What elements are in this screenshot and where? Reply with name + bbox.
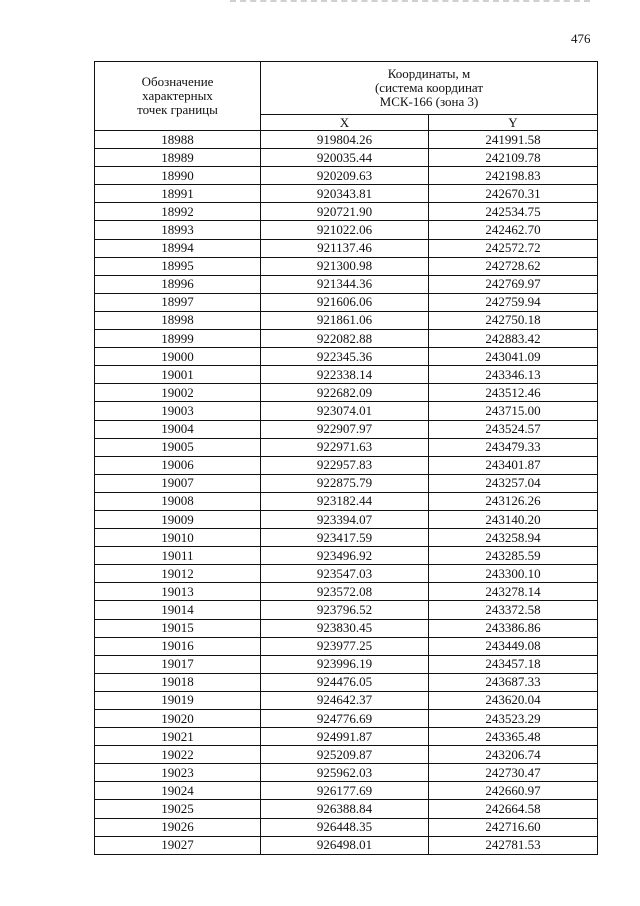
y-coordinate-cell: 242769.97 <box>429 275 598 293</box>
point-id-cell: 19025 <box>95 800 261 818</box>
x-coordinate-cell: 920035.44 <box>261 149 429 167</box>
y-coordinate-cell: 242660.97 <box>429 782 598 800</box>
table-row <box>95 510 598 528</box>
x-coordinate-cell: 923496.92 <box>261 547 429 565</box>
table-row <box>95 438 598 456</box>
table-row <box>95 691 598 709</box>
point-id-cell: 18994 <box>95 239 261 257</box>
point-id-cell: 19016 <box>95 637 261 655</box>
table-row <box>95 710 598 728</box>
x-coordinate-cell: 925209.87 <box>261 746 429 764</box>
point-id-cell: 18996 <box>95 275 261 293</box>
boundary-points-table <box>94 61 598 855</box>
point-id-cell: 19006 <box>95 456 261 474</box>
y-coordinate-cell: 243715.00 <box>429 402 598 420</box>
y-coordinate-cell: 243278.14 <box>429 583 598 601</box>
point-id-cell: 19008 <box>95 492 261 510</box>
y-coordinate-cell: 242462.70 <box>429 221 598 239</box>
page-number: 476 <box>571 31 591 46</box>
y-coordinate-cell: 243449.08 <box>429 637 598 655</box>
header-point-line: точек границы <box>137 102 218 117</box>
table-row <box>95 583 598 601</box>
table-row <box>95 330 598 348</box>
table-row <box>95 601 598 619</box>
point-id-cell: 19018 <box>95 673 261 691</box>
x-coordinate-cell: 922875.79 <box>261 474 429 492</box>
table-row <box>95 420 598 438</box>
y-coordinate-cell: 243140.20 <box>429 510 598 528</box>
x-coordinate-cell: 926388.84 <box>261 800 429 818</box>
table-row <box>95 203 598 221</box>
point-id-cell: 19000 <box>95 348 261 366</box>
x-coordinate-cell: 926448.35 <box>261 818 429 836</box>
table-row <box>95 149 598 167</box>
point-id-cell: 19015 <box>95 619 261 637</box>
table-row <box>95 221 598 239</box>
x-coordinate-cell: 921137.46 <box>261 239 429 257</box>
point-id-cell: 19007 <box>95 474 261 492</box>
y-coordinate-cell: 243512.46 <box>429 384 598 402</box>
point-id-cell: 18989 <box>95 149 261 167</box>
y-coordinate-cell: 243687.33 <box>429 673 598 691</box>
y-coordinate-cell: 243346.13 <box>429 366 598 384</box>
point-id-cell: 18992 <box>95 203 261 221</box>
y-coordinate-cell: 242109.78 <box>429 149 598 167</box>
table-row <box>95 167 598 185</box>
header-y: Y <box>429 115 598 131</box>
point-id-cell: 19009 <box>95 510 261 528</box>
y-coordinate-cell: 243365.48 <box>429 728 598 746</box>
table-row <box>95 818 598 836</box>
table-row <box>95 366 598 384</box>
table-row <box>95 257 598 275</box>
table-row <box>95 492 598 510</box>
y-coordinate-cell: 243258.94 <box>429 529 598 547</box>
y-coordinate-cell: 242664.58 <box>429 800 598 818</box>
table-row <box>95 131 598 149</box>
y-coordinate-cell: 243386.86 <box>429 619 598 637</box>
point-id-cell: 19021 <box>95 728 261 746</box>
point-id-cell: 18995 <box>95 257 261 275</box>
header-coords-line: Координаты, м <box>387 66 471 81</box>
point-id-cell: 18997 <box>95 293 261 311</box>
x-coordinate-cell: 923572.08 <box>261 583 429 601</box>
point-id-cell: 19020 <box>95 710 261 728</box>
y-coordinate-cell: 243524.57 <box>429 420 598 438</box>
y-coordinate-cell: 242759.94 <box>429 293 598 311</box>
x-coordinate-cell: 919804.26 <box>261 131 429 149</box>
y-coordinate-cell: 243206.74 <box>429 746 598 764</box>
y-coordinate-cell: 243457.18 <box>429 655 598 673</box>
table-row <box>95 275 598 293</box>
point-id-cell: 18988 <box>95 131 261 149</box>
y-coordinate-cell: 242670.31 <box>429 185 598 203</box>
table-row <box>95 764 598 782</box>
point-id-cell: 19010 <box>95 529 261 547</box>
x-coordinate-cell: 920209.63 <box>261 167 429 185</box>
x-coordinate-cell: 922338.14 <box>261 366 429 384</box>
point-id-cell: 18998 <box>95 311 261 329</box>
header-point-line: Обозначение <box>141 74 214 89</box>
x-coordinate-cell: 924776.69 <box>261 710 429 728</box>
table-row <box>95 637 598 655</box>
x-coordinate-cell: 922907.97 <box>261 420 429 438</box>
y-coordinate-cell: 243523.29 <box>429 710 598 728</box>
point-id-cell: 19011 <box>95 547 261 565</box>
y-coordinate-cell: 242750.18 <box>429 311 598 329</box>
table-row <box>95 800 598 818</box>
header-coordinates <box>261 62 598 115</box>
table-row <box>95 529 598 547</box>
table-body <box>95 131 598 855</box>
y-coordinate-cell: 242534.75 <box>429 203 598 221</box>
x-coordinate-cell: 922082.88 <box>261 330 429 348</box>
point-id-cell: 19004 <box>95 420 261 438</box>
y-coordinate-cell: 242716.60 <box>429 818 598 836</box>
y-coordinate-cell: 243285.59 <box>429 547 598 565</box>
y-coordinate-cell: 242572.72 <box>429 239 598 257</box>
x-coordinate-cell: 921344.36 <box>261 275 429 293</box>
table-row <box>95 782 598 800</box>
header-coords-line: (система координат <box>374 80 484 95</box>
x-coordinate-cell: 923182.44 <box>261 492 429 510</box>
x-coordinate-cell: 920721.90 <box>261 203 429 221</box>
point-id-cell: 19022 <box>95 746 261 764</box>
x-coordinate-cell: 921606.06 <box>261 293 429 311</box>
header-point-line: характерных <box>142 88 213 103</box>
y-coordinate-cell: 242730.47 <box>429 764 598 782</box>
point-id-cell: 19003 <box>95 402 261 420</box>
point-id-cell: 18990 <box>95 167 261 185</box>
point-id-cell: 19019 <box>95 691 261 709</box>
table-row <box>95 746 598 764</box>
table-row <box>95 185 598 203</box>
x-coordinate-cell: 923074.01 <box>261 402 429 420</box>
y-coordinate-cell: 243126.26 <box>429 492 598 510</box>
y-coordinate-cell: 243257.04 <box>429 474 598 492</box>
header-x: X <box>261 115 429 131</box>
point-id-cell: 19013 <box>95 583 261 601</box>
y-coordinate-cell: 243401.87 <box>429 456 598 474</box>
point-id-cell: 19023 <box>95 764 261 782</box>
x-coordinate-cell: 923996.19 <box>261 655 429 673</box>
point-id-cell: 19001 <box>95 366 261 384</box>
table-row <box>95 619 598 637</box>
y-coordinate-cell: 241991.58 <box>429 131 598 149</box>
point-id-cell: 18993 <box>95 221 261 239</box>
x-coordinate-cell: 922345.36 <box>261 348 429 366</box>
x-coordinate-cell: 923417.59 <box>261 529 429 547</box>
table-row <box>95 402 598 420</box>
x-coordinate-cell: 923830.45 <box>261 619 429 637</box>
table-row <box>95 239 598 257</box>
table-row <box>95 673 598 691</box>
table-row <box>95 655 598 673</box>
x-coordinate-cell: 924991.87 <box>261 728 429 746</box>
y-coordinate-cell: 243041.09 <box>429 348 598 366</box>
x-coordinate-cell: 921861.06 <box>261 311 429 329</box>
x-coordinate-cell: 923977.25 <box>261 637 429 655</box>
table-row <box>95 311 598 329</box>
table-row <box>95 348 598 366</box>
point-id-cell: 19024 <box>95 782 261 800</box>
table-row <box>95 293 598 311</box>
y-coordinate-cell: 243300.10 <box>429 565 598 583</box>
x-coordinate-cell: 921022.06 <box>261 221 429 239</box>
header-coords-line: МСК-166 (зона 3) <box>379 94 479 109</box>
table-row <box>95 384 598 402</box>
table-row <box>95 728 598 746</box>
y-coordinate-cell: 242883.42 <box>429 330 598 348</box>
x-coordinate-cell: 922957.83 <box>261 456 429 474</box>
y-coordinate-cell: 242198.83 <box>429 167 598 185</box>
point-id-cell: 18999 <box>95 330 261 348</box>
point-id-cell: 19027 <box>95 836 261 854</box>
y-coordinate-cell: 242728.62 <box>429 257 598 275</box>
point-id-cell: 19014 <box>95 601 261 619</box>
x-coordinate-cell: 924476.05 <box>261 673 429 691</box>
point-id-cell: 19002 <box>95 384 261 402</box>
table-row <box>95 547 598 565</box>
x-coordinate-cell: 923394.07 <box>261 510 429 528</box>
point-id-cell: 19012 <box>95 565 261 583</box>
x-coordinate-cell: 923796.52 <box>261 601 429 619</box>
y-coordinate-cell: 242781.53 <box>429 836 598 854</box>
x-coordinate-cell: 921300.98 <box>261 257 429 275</box>
point-id-cell: 19026 <box>95 818 261 836</box>
x-coordinate-cell: 925962.03 <box>261 764 429 782</box>
point-id-cell: 19017 <box>95 655 261 673</box>
y-coordinate-cell: 243479.33 <box>429 438 598 456</box>
y-coordinate-cell: 243620.04 <box>429 691 598 709</box>
y-coordinate-cell: 243372.58 <box>429 601 598 619</box>
x-coordinate-cell: 920343.81 <box>261 185 429 203</box>
point-id-cell: 18991 <box>95 185 261 203</box>
x-coordinate-cell: 926498.01 <box>261 836 429 854</box>
x-coordinate-cell: 926177.69 <box>261 782 429 800</box>
x-coordinate-cell: 922682.09 <box>261 384 429 402</box>
point-id-cell: 19005 <box>95 438 261 456</box>
x-coordinate-cell: 923547.03 <box>261 565 429 583</box>
table-row <box>95 456 598 474</box>
table-row <box>95 565 598 583</box>
table-row <box>95 474 598 492</box>
x-coordinate-cell: 922971.63 <box>261 438 429 456</box>
scan-artifact <box>230 0 590 5</box>
x-coordinate-cell: 924642.37 <box>261 691 429 709</box>
header-point-designation <box>95 62 261 131</box>
table-row <box>95 836 598 854</box>
